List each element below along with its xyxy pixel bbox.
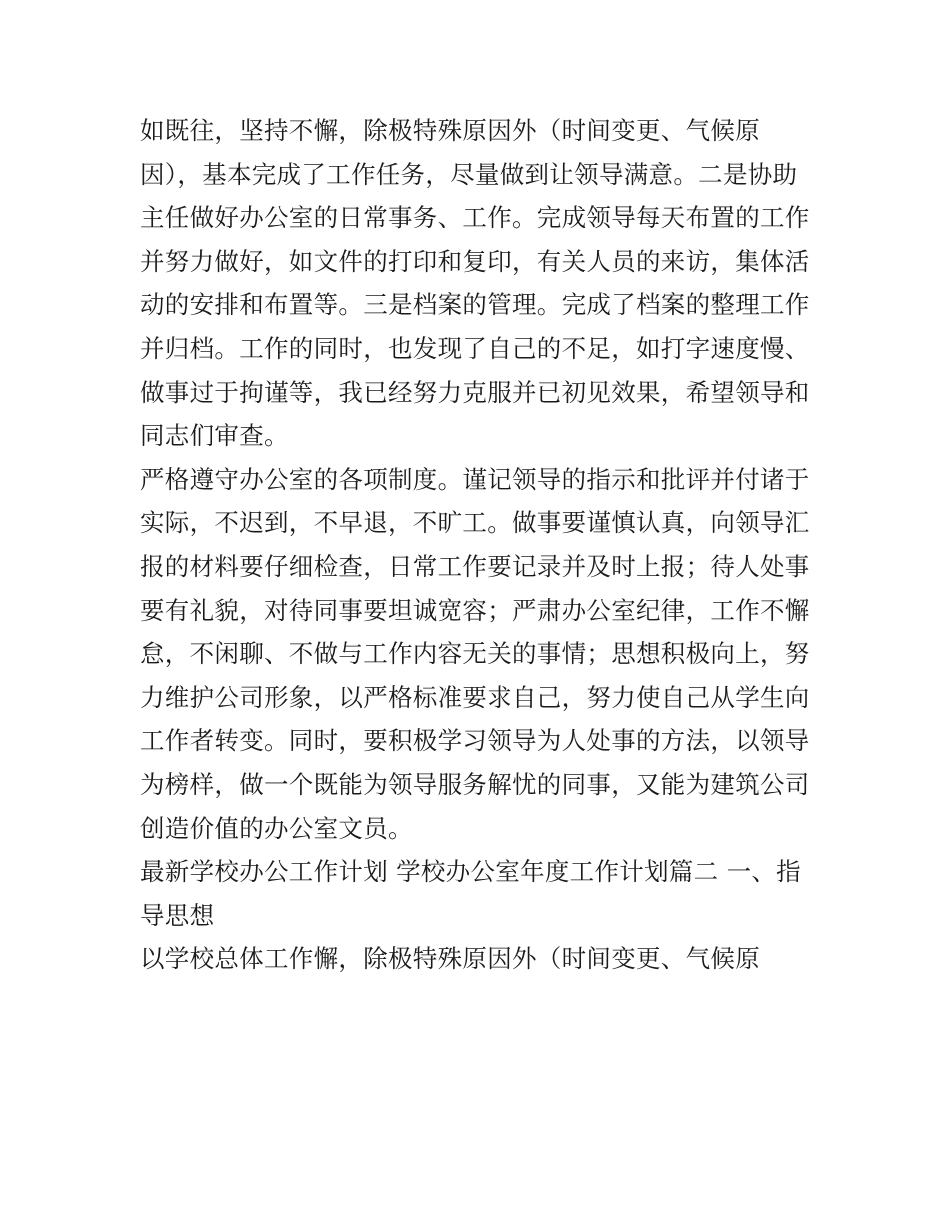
text-line: 做事过于拘谨等，我已经努力克服并已初见效果，希望领导和 xyxy=(140,377,810,407)
document-body xyxy=(140,109,820,981)
text-line: 实际，不迟到，不早退，不旷工。做事要谨慎认真，向领导汇 xyxy=(140,508,810,538)
text-line: 动的安排和布置等。三是档案的管理。完成了档案的整理工作 xyxy=(140,290,810,320)
text-line: 主任做好办公室的日常事务、工作。完成领导每天布置的工作 xyxy=(140,203,810,233)
text-line: 怠，不闲聊、不做与工作内容无关的事情；思想积极向上，努 xyxy=(140,639,810,669)
text-line: 如既往，坚持不懈，除极特殊原因外（时间变更、气候原 xyxy=(140,116,760,145)
text-line: 为榜样，做一个既能为领导服务解忧的同事，又能为建筑公司 xyxy=(140,769,810,799)
text-line: 同志们审查。 xyxy=(140,421,289,451)
text-line: 要有礼貌，对待同事要坦诚宽容；严肃办公室纪律，工作不懈 xyxy=(140,595,810,625)
text-line: 因），基本完成了工作任务，尽量做到让领导满意。二是协助 xyxy=(140,159,798,189)
text-line: 报的材料要仔细检查，日常工作要记录并及时上报；待人处事 xyxy=(140,551,810,581)
text-line: 严格遵守办公室的各项制度。谨记领导的指示和批评并付诸于 xyxy=(140,464,810,494)
text-line: 并归档。工作的同时，也发现了自己的不足，如打字速度慢、 xyxy=(140,333,810,363)
section-heading-line: 最新学校办公工作计划 学校办公室年度工作计划篇二 一、指 xyxy=(140,857,801,887)
text-line: 工作者转变。同时，要积极学习领导为人处事的方法，以领导 xyxy=(140,726,810,756)
text-line: 以学校总体工作懈，除极特殊原因外（时间变更、气候原 xyxy=(140,944,760,974)
text-line: 力维护公司形象，以严格标准要求自己，努力使自己从学生向 xyxy=(140,682,810,712)
text-line: 创造价值的办公室文员。 xyxy=(140,813,413,843)
section-heading-line: 导思想 xyxy=(140,900,215,930)
text-line: 并努力做好，如文件的打印和复印，有关人员的来访，集体活 xyxy=(140,246,810,276)
